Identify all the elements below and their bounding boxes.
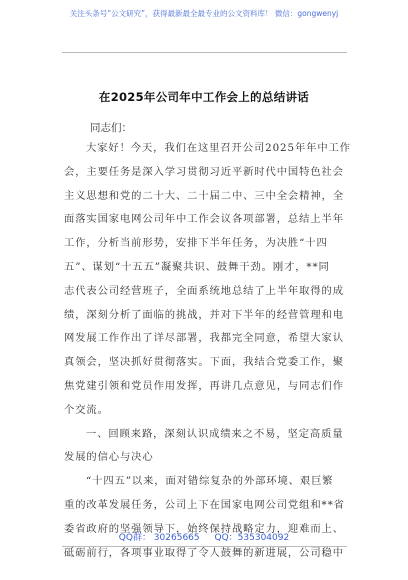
body-line: 工作，分析当前形势，安排下半年任务，为决胜“十四 <box>64 237 328 250</box>
document-title: 在2025年公司年中工作会上的总结讲话 <box>98 90 310 104</box>
footer-divider <box>62 546 347 547</box>
body-line: 五”、谋划“十五五”凝聚共识、鼓舞干劲。刚才，**同 <box>64 260 330 273</box>
header-divider <box>62 52 347 53</box>
body-line: 重的改革发展任务，公司上下在国家电网公司党组和**省 <box>64 498 345 511</box>
body-line: 面落实国家电网公司年中工作会议各项部署，总结上半年 <box>64 213 344 226</box>
section-heading-cont: 发展的信心与决心 <box>64 451 154 464</box>
qq-number: QQ：535304092 <box>214 533 290 543</box>
salutation: 同志们： <box>90 122 132 134</box>
qq-group-number: QQ群： 30265665 <box>118 533 200 543</box>
body-line: 真领会，坚决抓好贯彻落实。下面，我结合党委工作，聚 <box>64 356 344 369</box>
body-line: 个交流。 <box>64 403 109 416</box>
body-line: 焦党建引领和党员作用发挥，再讲几点意见，与同志们作 <box>64 379 344 392</box>
body-line: 志代表公司经营班子，全面系统地总结了上半年取得的成 <box>64 284 344 297</box>
body-line: 委省政府的坚强领导下，始终保持战略定力，迎难而上、 <box>64 522 344 535</box>
footer-contact <box>0 530 408 543</box>
body-line: 绩，深刻分析了面临的挑战，并对下半年的经营管理和电 <box>64 308 344 321</box>
body-line: 砥砺前行，各项事业取得了令人鼓舞的新进展，公司稳中 <box>64 546 344 559</box>
document-body <box>64 137 351 565</box>
body-line: “十四五”以来，面对错综复杂的外部环境、艰巨繁 <box>86 475 334 488</box>
body-line: 网发展工作作出了详尽部署，我都完全同意，希望大家认 <box>64 332 344 345</box>
body-line: 会，主要任务是深入学习贯彻习近平新时代中国特色社会 <box>64 165 344 178</box>
section-heading: 一、回顾来路，深刻认识成绩来之不易，坚定高质量 <box>86 427 344 440</box>
header-banner: 关注头条号“公文研究”，获得最新最全最专业的公文资料库！ 微信：gongwenyj <box>69 9 339 18</box>
body-line: 主义思想和党的二十大、二十届二中、三中全会精神，全 <box>64 189 344 202</box>
body-line: 大家好！今天，我们在这里召开公司2025年年中工作 <box>86 142 351 154</box>
